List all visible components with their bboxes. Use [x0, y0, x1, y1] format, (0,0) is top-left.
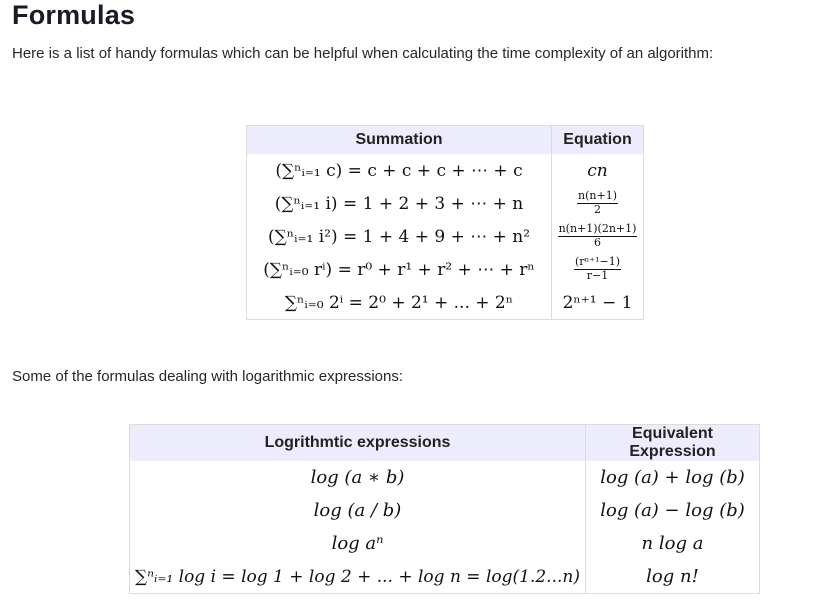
- table-row: [130, 560, 760, 594]
- table-row: [130, 461, 760, 494]
- equivalent-cell: n log a: [641, 533, 704, 554]
- log-intro-text: Some of the formulas dealing with logarithmic expressions:: [12, 368, 404, 385]
- summation-cell: (∑ⁿᵢ₌₁ c) = c + c + c + ⋯ + c: [247, 154, 552, 187]
- table-row: [247, 286, 644, 320]
- summation-cell: (∑ⁿᵢ₌₁ i) = 1 + 2 + 3 + ⋯ + n: [247, 187, 552, 220]
- equivalent-cell: log (a) − log (b): [600, 500, 745, 521]
- fraction-numerator: (rⁿ⁺¹−1): [574, 255, 621, 269]
- summation-cell: (∑ⁿᵢ₌₀ rⁱ) = r⁰ + r¹ + r² + ⋯ + rⁿ: [247, 253, 552, 286]
- fraction-denominator: 2: [594, 203, 601, 216]
- column-header-equation: Equation: [552, 126, 644, 155]
- column-header-summation: Summation: [247, 126, 552, 155]
- table-row: [247, 187, 644, 220]
- equation-cell: [552, 187, 644, 220]
- table-row: [247, 220, 644, 253]
- table-row: [130, 494, 760, 527]
- table-row: [130, 527, 760, 560]
- fraction-denominator: r−1: [586, 269, 609, 282]
- equation-cell: 2ⁿ⁺¹ − 1: [562, 292, 633, 313]
- summation-cell: ∑ⁿᵢ₌₀ 2ⁱ = 2⁰ + 2¹ + ... + 2ⁿ: [247, 286, 552, 320]
- fraction-denominator: 6: [593, 236, 601, 249]
- equation-value: cn: [587, 160, 608, 181]
- expression-cell: log (a / b): [130, 494, 586, 527]
- equation-cell: [552, 220, 644, 253]
- equivalent-cell: log (a) + log (b): [600, 467, 745, 488]
- equation-cell: [552, 253, 644, 286]
- equation-cell: [552, 154, 644, 187]
- fraction: [577, 190, 618, 216]
- summation-table: [246, 125, 644, 320]
- expression-cell: log aⁿ: [130, 527, 586, 560]
- column-header-equivalent: Equivalent Expression: [586, 425, 760, 462]
- fraction-numerator: n(n+1): [578, 189, 617, 203]
- fraction: [574, 256, 621, 282]
- expression-cell: ∑ⁿᵢ₌₁ log i = log 1 + log 2 + ... + log n = log(1.2...n): [130, 560, 586, 594]
- intro-text: Here is a list of handy formulas which can be helpful when calculating the time complexity of an algorithm:: [12, 45, 714, 62]
- table-header-row: [247, 126, 644, 155]
- table-row: [247, 154, 644, 187]
- summation-cell: (∑ⁿᵢ₌₁ i²) = 1 + 4 + 9 + ⋯ + n²: [247, 220, 552, 253]
- table-row: [247, 253, 644, 286]
- table-header-row: [130, 425, 760, 462]
- expression-cell: log (a ∗ b): [130, 461, 586, 494]
- page-title: Formulas: [12, 0, 136, 30]
- log-table: [129, 424, 760, 594]
- column-header-expression: Logrithmtic expressions: [130, 425, 586, 462]
- fraction-numerator: n(n+1)(2n+1): [558, 222, 637, 236]
- fraction: [558, 223, 638, 249]
- equivalent-cell: log n!: [646, 566, 699, 587]
